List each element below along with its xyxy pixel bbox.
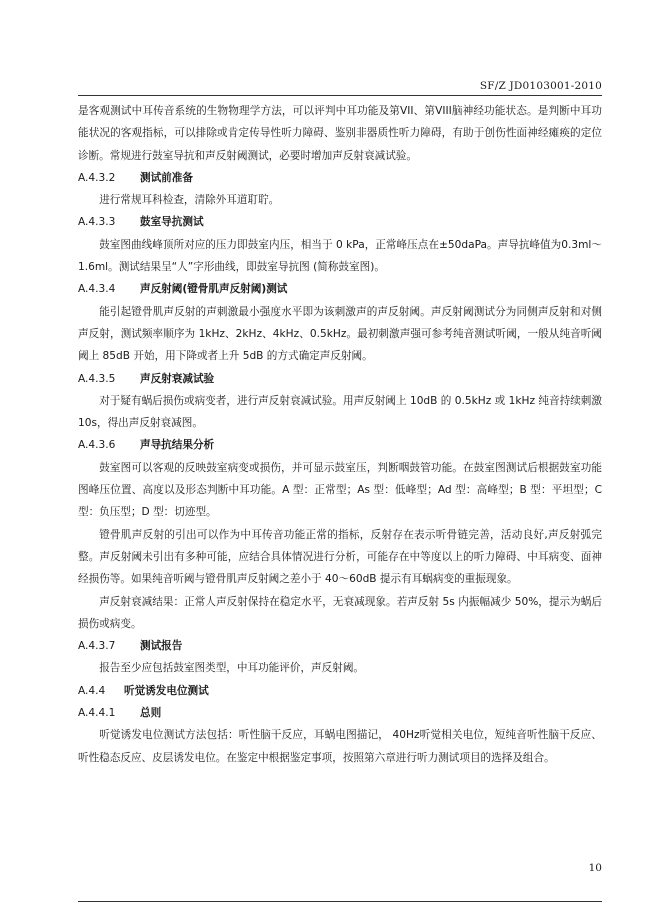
section-number: A.4.3.2 xyxy=(78,171,116,184)
section-number: A.4.3.6 xyxy=(78,439,116,452)
body-paragraph: 听觉诱发电位测试方法包括：听性脑干反应，耳蜗电图描记， 40Hz听觉相关电位，短纯音听性脑干反应、听性稳态反应、皮层诱发电位。在鉴定中根据鉴定事项，按照第六章进行听力测试项目的选择及组合。 xyxy=(78,729,602,764)
body-paragraph: 对于疑有蜗后损伤或病变者，进行声反射衰减试验。用声反射阈上 10dB 的 0.5kHz 或 1kHz 纯音持续刺激 10s，得出声反射衰减图。 xyxy=(78,394,602,430)
section-title: 声反射阈(镫骨肌声反射阈)测试 xyxy=(140,283,288,296)
header-rule xyxy=(78,95,602,96)
body-paragraph: 镫骨肌声反射的引出可以作为中耳传音功能正常的指标，反射存在表示听骨链完善，活动良好,声反射弧完整。声反射阈未引出有多种可能，应结合具体情况进行分析，可能存在中等度以上的听力障碍、中耳病变、面神经损伤等。如果纯音听阈与镫骨肌声反射阈之差小于 40～60dB 提示有耳蜗病变的重振现象。 xyxy=(78,528,602,586)
section-title: 声反射衰减试验 xyxy=(140,372,215,385)
footer-rule xyxy=(78,901,602,902)
section-heading xyxy=(78,278,602,300)
section-title: 测试报告 xyxy=(140,640,183,653)
section-heading xyxy=(78,434,602,456)
section-title: 测试前准备 xyxy=(140,171,193,184)
section-heading xyxy=(78,211,602,233)
body-paragraph: 进行常规耳科检查，清除外耳道耵聍。 xyxy=(99,194,280,207)
section-number: A.4.3.5 xyxy=(78,372,116,385)
section-heading xyxy=(78,635,602,657)
section-number: A.4.4 xyxy=(78,684,106,697)
standard-code: SF/Z JD0103001-2010 xyxy=(479,80,602,92)
section-heading xyxy=(78,702,602,724)
body-paragraph: 能引起镫骨肌声反射的声刺激最小强度水平即为该刺激声的声反射阈。声反射阈测试分为同侧声反射和对侧声反射，测试频率顺序为 1kHz、2kHz、4kHz、0.5kHz。最初刺激声强可参考纯音测试听阈，一般从纯音听阈阈上 85dB 开始，用下降或者上升 5dB 的方式确定声反射阈。 xyxy=(78,305,602,363)
section-number: A.4.3.4 xyxy=(78,283,116,296)
body-paragraph: 鼓室图可以客观的反映鼓室病变或损伤，并可显示鼓室压，判断咽鼓管功能。在鼓室图测试后根据鼓室功能图峰压位置、高度以及形态判断中耳功能。A 型：正常型；As 型：低峰型；Ad 型：高峰型；B 型：平坦型；C 型：负压型；D 型：切迹型。 xyxy=(78,461,602,519)
body-paragraph: 是客观测试中耳传音系统的生物物理学方法，可以评判中耳功能及第VII、第VIII脑神经功能状态。是判断中耳功能状况的客观指标，可以排除或肯定传导性听力障碍、鉴别非器质性听力障碍，有助于创伤性面神经瘫痪的定位诊断。常规进行鼓室导抗和声反射阈测试，必要时增加声反射衰减试验。 xyxy=(78,105,602,162)
section-number: A.4.3.7 xyxy=(78,640,116,653)
section-title: 听觉诱发电位测试 xyxy=(124,684,209,697)
section-title: 总则 xyxy=(140,707,162,720)
body-paragraph: 声反射衰减结果：正常人声反射保持在稳定水平，无衰减现象。若声反射 5s 内振幅减少 50%，提示为蜗后损伤或病变。 xyxy=(78,595,602,630)
section-heading xyxy=(78,368,602,390)
page-number: 10 xyxy=(588,862,602,874)
section-heading xyxy=(78,167,602,189)
section-number: A.4.4.1 xyxy=(78,707,116,720)
section-number: A.4.3.3 xyxy=(78,216,116,229)
section-title: 鼓室导抗测试 xyxy=(140,216,204,229)
document-body xyxy=(78,100,602,769)
body-paragraph: 报告至少应包括鼓室图类型，中耳功能评价，声反射阈。 xyxy=(99,662,365,675)
section-heading xyxy=(78,680,602,702)
body-paragraph: 鼓室图曲线峰顶所对应的压力即鼓室内压，相当于 0 kPa，正常峰压点在±50daPa。声导抗峰值为0.3ml～1.6ml。测试结果呈“人”字形曲线，即鼓室导抗图 (简称鼓室图)。 xyxy=(78,238,602,274)
section-title: 声导抗结果分析 xyxy=(140,439,215,452)
